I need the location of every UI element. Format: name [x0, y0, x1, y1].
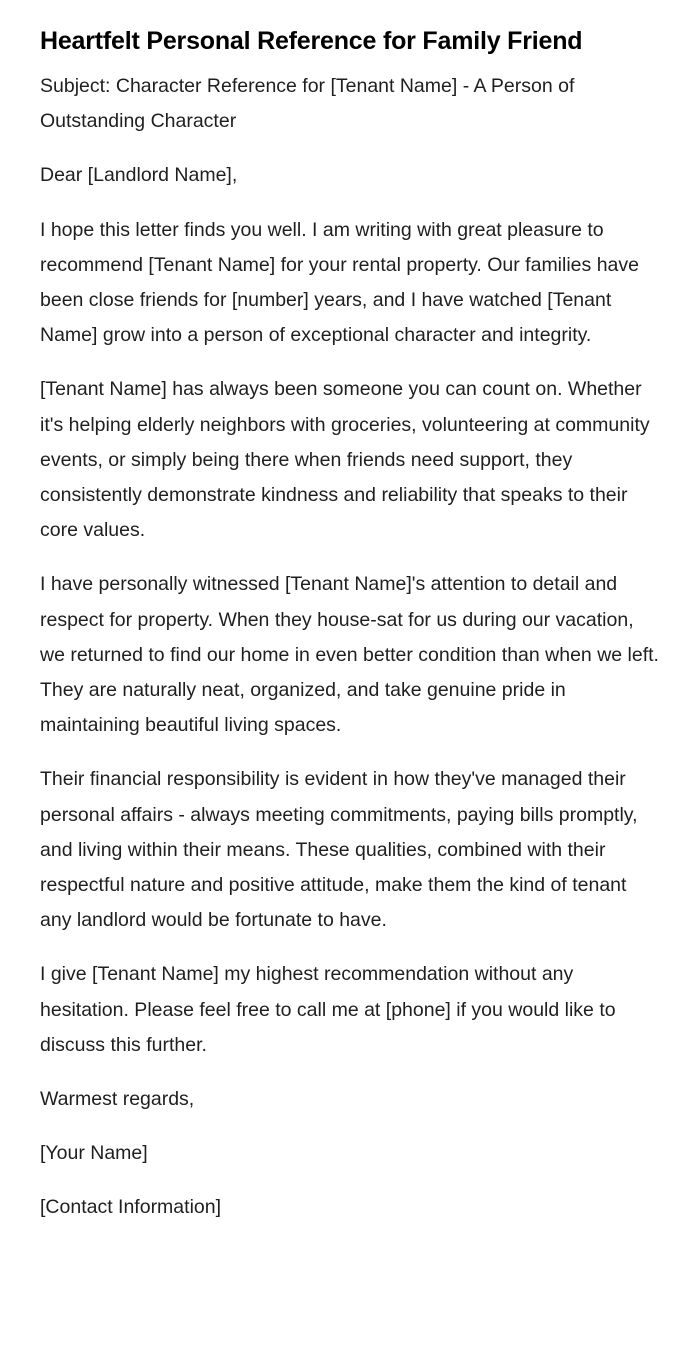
contact-information: [Contact Information] [40, 1196, 222, 1219]
subject-line: Subject: Character Reference for [Tenant Name] - A Person of Outstanding Character [40, 75, 575, 133]
body-paragraph-2: [Tenant Name] has always been someone you can count on. Whether it's helping elderly neighbors with groceries, volunteering at community events, or simply being there when friends need support, they consistently demonstrate kindness and reliability that speaks to their core values. [40, 378, 650, 542]
salutation: Dear [Landlord Name], [40, 164, 238, 187]
closing: Warmest regards, [40, 1088, 195, 1111]
body-paragraph-4: Their financial responsibility is evident in how they've managed their personal affairs - always meeting commitments, paying bills promptly, and living within their means. These qualities, combined with their respectful nature and positive attitude, make them the kind of tenant any landlord would be fortunate to have. [40, 768, 638, 932]
body-paragraph-3: I have personally witnessed [Tenant Name]'s attention to detail and respect for property. When they house-sat for us during our vacation, we returned to find our home in even better condition than when we left. They are naturally neat, organized, and take genuine pride in maintaining beautiful living spaces. [40, 573, 659, 737]
signature-name: [Your Name] [40, 1142, 148, 1165]
body-paragraph-1: I hope this letter finds you well. I am writing with great pleasure to recommend [Tenant Name] for your rental property. Our families have been close friends for [number] years, and I have watched [Tenant Name] grow into a person of exceptional character and integrity. [40, 218, 639, 347]
body-paragraph-5: I give [Tenant Name] my highest recommendation without any hesitation. Please feel free to call me at [phone] if you would like to discuss this further. [40, 963, 616, 1056]
letter-title: Heartfelt Personal Reference for Family Friend [40, 27, 583, 55]
